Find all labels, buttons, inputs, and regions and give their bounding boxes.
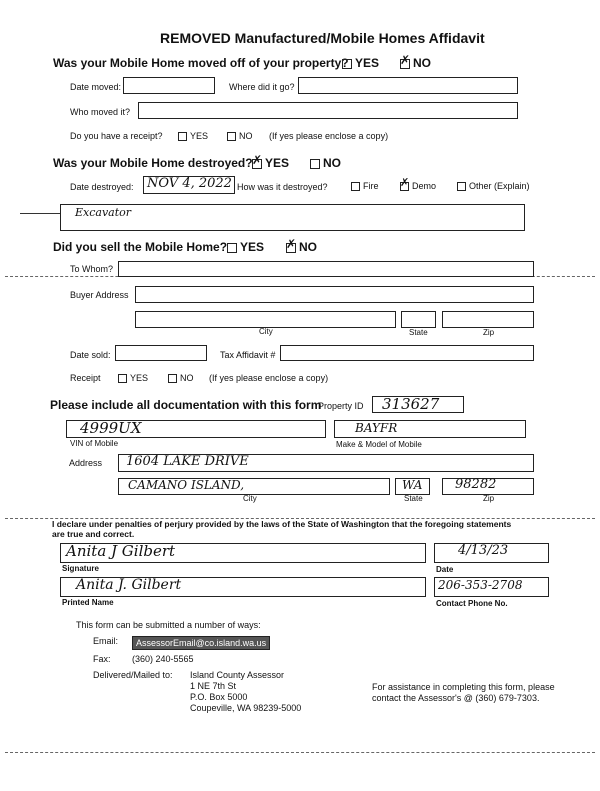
mail-label: Delivered/Mailed to: [93, 670, 173, 680]
destroyed-no-option[interactable] [310, 156, 341, 170]
phone-value: 206-353-2708 [438, 578, 523, 592]
buyer-state-label: State [409, 328, 428, 337]
date-sold-field[interactable] [115, 345, 207, 361]
declaration-line2: are true and correct. [52, 529, 135, 539]
fire-label: Fire [363, 181, 379, 191]
mail-line2: 1 NE 7th St [190, 681, 237, 691]
vin-label: VIN of Mobile [70, 439, 119, 448]
where-label: Where did it go? [229, 82, 295, 92]
to-whom-label: To Whom? [70, 264, 114, 274]
check-mark-icon: ✗ [252, 152, 263, 167]
email-link[interactable] [132, 633, 270, 651]
destroyed-no-checkbox[interactable] [310, 159, 320, 169]
address-value: 1604 LAKE DRIVE [126, 454, 249, 469]
date-signed-label: Date [436, 565, 454, 574]
scan-line [5, 752, 595, 753]
moved-no-option[interactable] [400, 52, 431, 70]
mail-line1: Island County Assessor [190, 670, 285, 680]
moved-receipt-no-label: NO [239, 131, 253, 141]
destroyed-yes-checkbox[interactable] [252, 152, 263, 169]
fax-label: Fax: [93, 654, 111, 664]
date-sold-label: Date sold: [70, 350, 111, 360]
date-signed-value: 4/13/23 [458, 543, 509, 558]
tax-affidavit-label: Tax Affidavit # [220, 350, 276, 360]
sold-receipt-yes-label: YES [130, 373, 149, 383]
state-label: State [404, 494, 423, 503]
fire-checkbox[interactable] [351, 182, 360, 191]
vin-value: 4999UX [80, 419, 142, 437]
sold-receipt-yes-option[interactable] [118, 373, 148, 383]
zip-value: 98282 [455, 477, 497, 492]
moved-yes-label: YES [355, 56, 380, 70]
to-whom-field[interactable] [118, 261, 534, 277]
moved-receipt-label: Do you have a receipt? [70, 131, 163, 141]
buyer-state-field[interactable] [401, 311, 436, 328]
phone-label: Contact Phone No. [436, 599, 508, 608]
tax-affidavit-field[interactable] [280, 345, 534, 361]
city-value: CAMANO ISLAND, [128, 478, 245, 492]
moved-receipt-yes-option[interactable] [178, 131, 208, 141]
explain-value: Excavator [75, 206, 132, 219]
buyer-city-label: City [259, 327, 273, 336]
moved-no-label: NO [413, 56, 431, 70]
demo-option[interactable] [400, 177, 437, 191]
city-label: City [243, 494, 257, 503]
moved-yes-option[interactable] [342, 56, 379, 70]
signature-value: Anita J Gilbert [66, 542, 176, 560]
zip-label: Zip [483, 494, 495, 503]
moved-no-checkbox[interactable] [400, 52, 411, 69]
buyer-address-label: Buyer Address [70, 290, 129, 300]
printed-name-label: Printed Name [62, 598, 114, 607]
destroyed-question: Was your Mobile Home destroyed? [53, 156, 253, 170]
fire-option[interactable] [351, 181, 379, 191]
state-value: WA [402, 478, 423, 492]
sold-no-option[interactable] [286, 236, 317, 254]
page-title: REMOVED Manufactured/Mobile Homes Affidavit [160, 30, 485, 46]
sold-yes-label: YES [240, 240, 265, 254]
check-mark-icon: ✗ [286, 236, 297, 251]
sold-yes-option[interactable] [227, 240, 264, 254]
submit-intro: This form can be submitted a number of ways: [76, 620, 261, 630]
make-value: BAYFR [355, 421, 398, 435]
how-destroyed-label: How was it destroyed? [237, 182, 328, 192]
sold-no-label: NO [299, 240, 317, 254]
date-destroyed-label: Date destroyed: [70, 182, 134, 192]
moved-receipt-yes-checkbox[interactable] [178, 132, 187, 141]
check-mark-icon: ✗ [400, 177, 410, 190]
fax-value: (360) 240-5565 [132, 654, 194, 664]
demo-checkbox[interactable] [400, 177, 410, 191]
buyer-city-field[interactable] [135, 311, 396, 328]
buyer-zip-label: Zip [483, 328, 495, 337]
printed-name-value: Anita J. Gilbert [76, 577, 182, 593]
sold-yes-checkbox[interactable] [227, 243, 237, 253]
property-id-value: 313627 [382, 395, 440, 413]
signature-label: Signature [62, 564, 99, 573]
where-field[interactable] [298, 77, 518, 94]
date-moved-label: Date moved: [70, 82, 122, 92]
sold-receipt-no-option[interactable] [168, 373, 194, 383]
sold-receipt-label: Receipt [70, 373, 101, 383]
moved-receipt-no-option[interactable] [227, 131, 253, 141]
address-label: Address [69, 458, 103, 468]
destroyed-yes-option[interactable] [252, 152, 290, 170]
other-checkbox[interactable] [457, 182, 466, 191]
sold-no-checkbox[interactable] [286, 236, 297, 253]
demo-label: Demo [412, 181, 437, 191]
destroyed-yes-label: YES [265, 156, 290, 170]
check-mark-icon: ✗ [400, 52, 411, 67]
sold-receipt-no-label: NO [180, 373, 194, 383]
moved-receipt-note: (If yes please enclose a copy) [269, 131, 389, 141]
who-moved-label: Who moved it? [70, 107, 131, 117]
docs-heading: Please include all documentation with this form [50, 398, 322, 412]
email-label: Email: [93, 636, 119, 646]
sold-receipt-note: (If yes please enclose a copy) [209, 373, 329, 383]
mail-line3: P.O. Box 5000 [190, 692, 248, 702]
mail-line4: Coupeville, WA 98239-5000 [190, 703, 302, 713]
moved-yes-checkbox[interactable] [342, 59, 352, 69]
moved-receipt-no-checkbox[interactable] [227, 132, 236, 141]
make-label: Make & Model of Mobile [336, 440, 422, 449]
sold-question: Did you sell the Mobile Home? [53, 240, 228, 254]
assist-line1: For assistance in completing this form, please [372, 682, 555, 692]
scan-line [20, 213, 60, 214]
date-moved-field[interactable] [123, 77, 215, 94]
destroyed-no-label: NO [323, 156, 341, 170]
buyer-address-field[interactable] [135, 286, 534, 303]
date-destroyed-value: NOV 4, 2022 [147, 176, 232, 191]
assist-line2: contact the Assessor's @ (360) 679-7303. [372, 693, 540, 703]
declaration-line1: I declare under penalties of perjury provided by the laws of the State of Washington that the foregoing statements [52, 519, 512, 529]
email-value: AssessorEmail@co.island.wa.us [132, 636, 270, 650]
other-label: Other (Explain) [469, 181, 530, 191]
who-moved-field[interactable] [138, 102, 518, 119]
sold-receipt-no-checkbox[interactable] [168, 374, 177, 383]
property-id-label: Property ID [318, 401, 364, 411]
other-option[interactable] [457, 181, 530, 191]
moved-question: Was your Mobile Home moved off of your property? [53, 56, 349, 70]
sold-receipt-yes-checkbox[interactable] [118, 374, 127, 383]
buyer-zip-field[interactable] [442, 311, 534, 328]
moved-receipt-yes-label: YES [190, 131, 209, 141]
